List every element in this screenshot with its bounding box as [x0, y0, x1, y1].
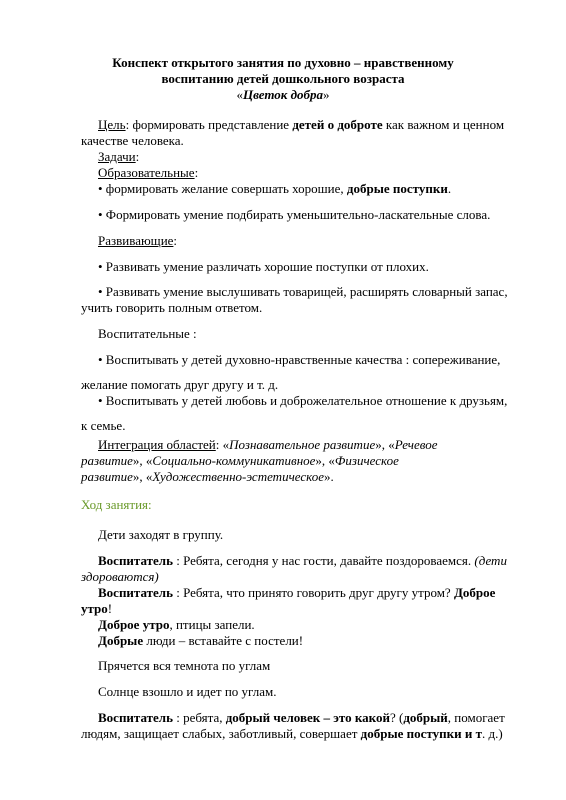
lesson-p2-line-1: Воспитатель : Ребята, сегодня у нас гости, давайте поздороваемся. (дети — [98, 553, 507, 568]
upbringing-item-2-line-1: • Воспитывать у детей любовь и доброжелательное отношение к друзьям, — [98, 393, 508, 408]
developing-item-1: • Развивать умение различать хорошие поступки от плохих. — [98, 259, 429, 274]
title-line-3 — [0, 87, 566, 103]
educational-label: Образовательные: — [98, 165, 199, 180]
lesson-p4-line-2: людям, защищает слабых, заботливый, совершает добрые поступки и т. д.) — [81, 726, 503, 741]
title-line-1: Конспект открытого занятия по духовно – нравственному — [112, 55, 454, 70]
upbringing-item-2-line-2: к семье. — [81, 418, 126, 433]
quote-close: » — [323, 87, 330, 102]
lesson-p3-line-2: утро! — [81, 601, 113, 616]
developing-item-2-line-2: учить говорить полным ответом. — [81, 300, 263, 315]
poem-line-3: Прячется вся темнота по углам — [98, 658, 271, 673]
tasks-label: Задачи: — [98, 149, 140, 164]
educational-item-1: • формировать желание совершать хорошие, добрые поступки. — [98, 181, 452, 196]
integration-line-3: развитие», «Художественно-эстетическое». — [81, 469, 334, 484]
upbringing-label: Воспитательные : — [98, 326, 197, 341]
poem-line-4: Солнце взошло и идет по углам. — [98, 684, 277, 699]
goal-label: Цель — [98, 117, 126, 132]
lesson-p2-line-2: здороваются) — [81, 569, 159, 584]
upbringing-item-1-line-2: желание помогать друг другу и т. д. — [81, 377, 279, 392]
goal-line-1: Цель: формировать представление детей о доброте как важном и ценном — [98, 117, 505, 132]
goal-line-2: качестве человека. — [81, 133, 184, 148]
educational-item-2: • Формировать умение подбирать уменьшительно-ласкательные слова. — [98, 207, 491, 222]
integration-line-1: Интеграция областей: «Познавательное развитие», «Речевое — [98, 437, 438, 452]
lesson-p3-line-1: Воспитатель : Ребята, что принято говорить друг другу утром? Доброе — [98, 585, 496, 600]
integration-line-2: развитие», «Социально-коммуникативное», «Физическое — [81, 453, 399, 468]
teacher-label: Воспитатель — [98, 553, 173, 568]
developing-label: Развивающие: — [98, 233, 178, 248]
poem-line-2: Добрые люди – вставайте с постели! — [98, 633, 304, 648]
title-line-2: воспитанию детей дошкольного возраста — [161, 71, 405, 86]
teacher-label: Воспитатель — [98, 585, 173, 600]
lesson-heading: Ход занятия: — [81, 497, 152, 512]
integration-label: Интеграция областей — [98, 437, 216, 452]
title-topic: Цветок добра — [242, 87, 324, 102]
upbringing-item-1-line-1: • Воспитывать у детей духовно-нравственные качества : сопереживание, — [98, 352, 501, 367]
quote-open: « — [236, 87, 243, 102]
teacher-label: Воспитатель — [98, 710, 173, 725]
lesson-p4-line-1: Воспитатель : ребята, добрый человек – это какой? (добрый, помогает — [98, 710, 505, 725]
lesson-p1: Дети заходят в группу. — [98, 527, 224, 542]
developing-item-2-line-1: • Развивать умение выслушивать товарищей, расширять словарный запас, — [98, 284, 508, 299]
poem-line-1: Доброе утро, птицы запели. — [98, 617, 255, 632]
